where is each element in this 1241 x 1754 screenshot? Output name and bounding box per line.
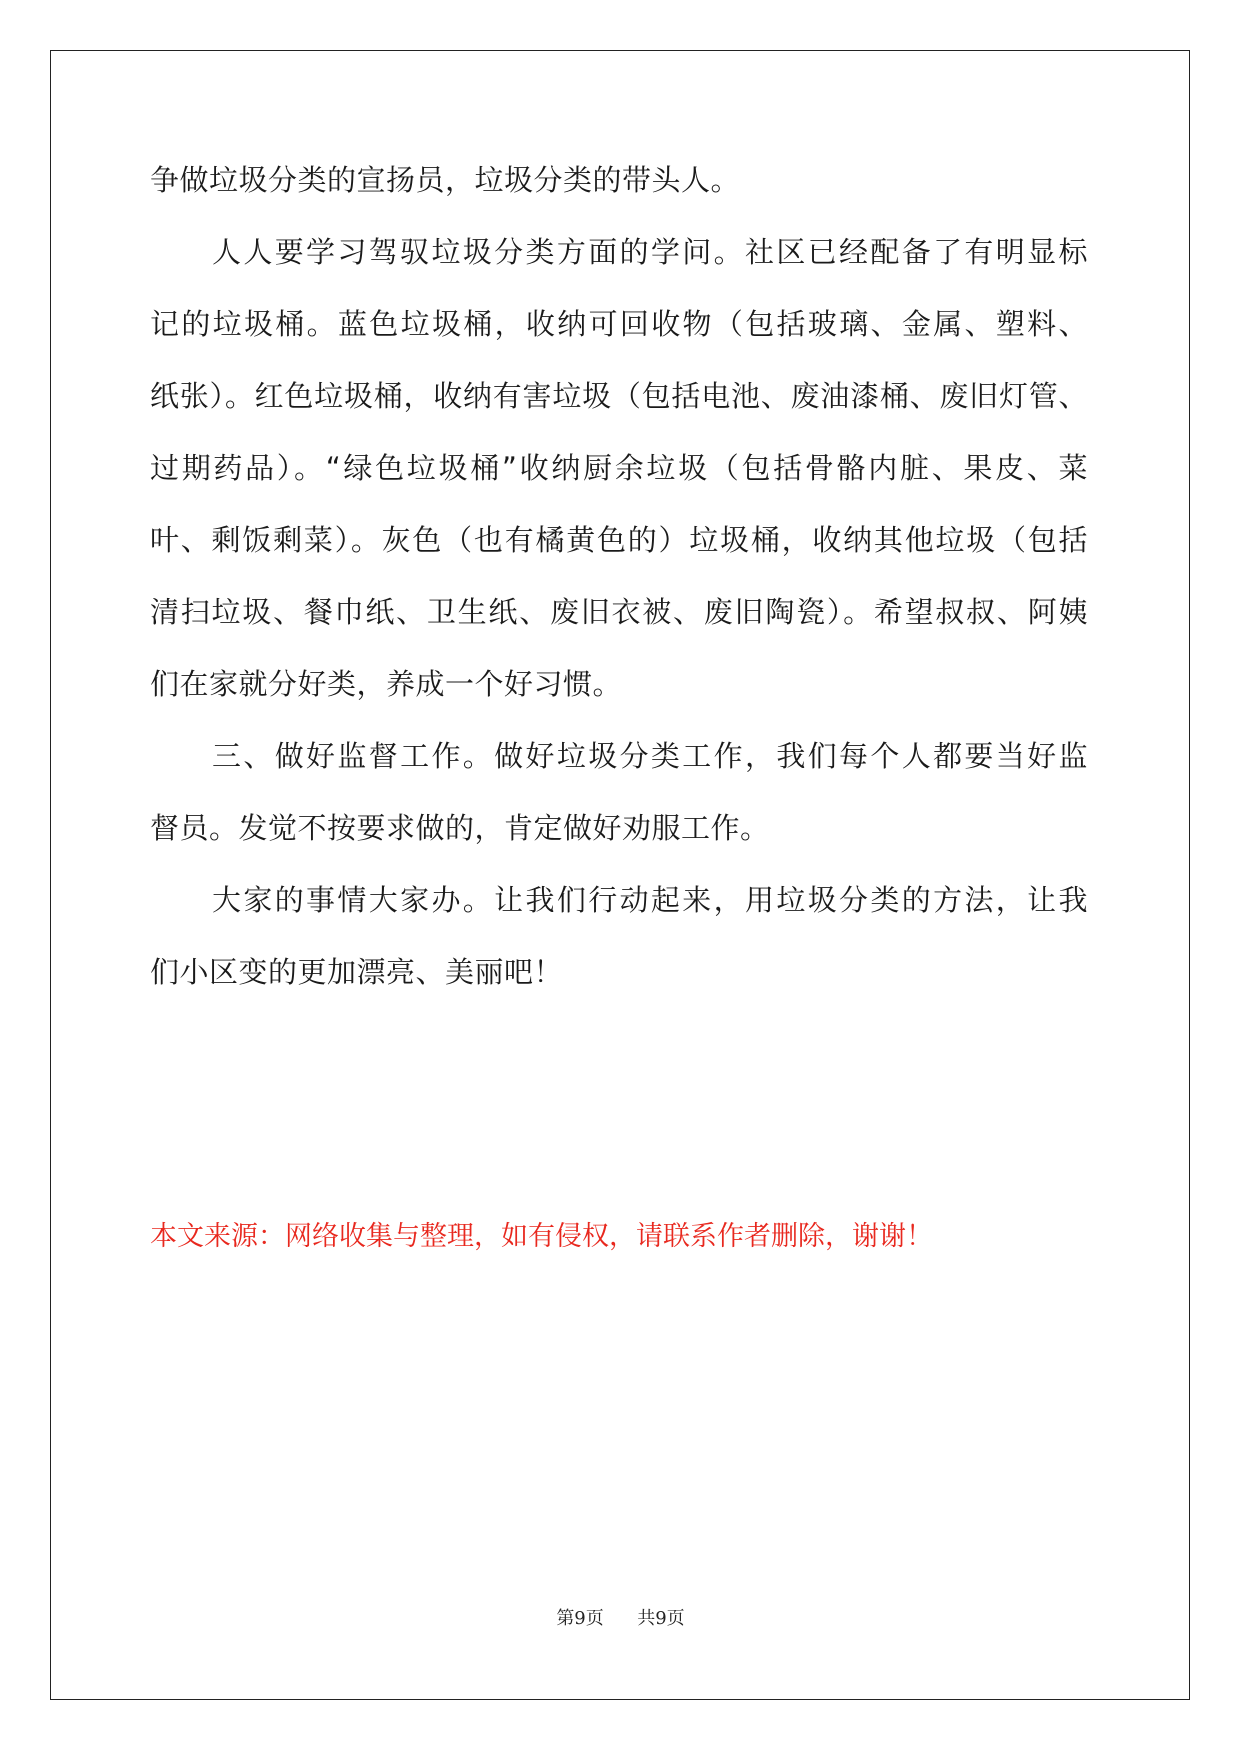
paragraph-line: 记的垃圾桶。蓝色垃圾桶，收纳可回收物（包括玻璃、金属、塑料、	[150, 307, 1088, 341]
paragraph-line: 争做垃圾分类的宣扬员，垃圾分类的带头人。	[150, 163, 741, 197]
paragraph-line: 叶、剩饭剩菜）。灰色（也有橘黄色的）垃圾桶，收纳其他垃圾（包括	[150, 523, 1088, 557]
paragraph-line: 过期药品）。“绿色垃圾桶”收纳厨余垃圾（包括骨骼内脏、果皮、菜	[150, 451, 1088, 485]
paragraph-line: 纸张）。红色垃圾桶，收纳有害垃圾（包括电池、废油漆桶、废旧灯管、	[150, 379, 1088, 413]
paragraph-line: 三、做好监督工作。做好垃圾分类工作，我们每个人都要当好监	[212, 739, 1088, 773]
source-disclaimer: 本文来源：网络收集与整理，如有侵权，请联系作者删除，谢谢！	[150, 1221, 933, 1252]
paragraph-line: 督员。发觉不按要求做的，肯定做好劝服工作。	[150, 811, 770, 845]
paragraph-line: 清扫垃圾、餐巾纸、卫生纸、废旧衣被、废旧陶瓷）。希望叔叔、阿姨	[150, 595, 1088, 629]
paragraph-line: 大家的事情大家办。让我们行动起来，用垃圾分类的方法，让我	[212, 883, 1088, 917]
page-footer	[0, 1604, 1241, 1630]
page-number-total: 共9页	[637, 1608, 685, 1629]
page-number-current: 第9页	[556, 1608, 604, 1629]
page-border	[50, 50, 1190, 1700]
paragraph-line: 们小区变的更加漂亮、美丽吧！	[150, 955, 564, 989]
paragraph-line: 们在家就分好类，养成一个好习惯。	[150, 667, 623, 701]
paragraph-line: 人人要学习驾驭垃圾分类方面的学问。社区已经配备了有明显标	[212, 235, 1088, 269]
